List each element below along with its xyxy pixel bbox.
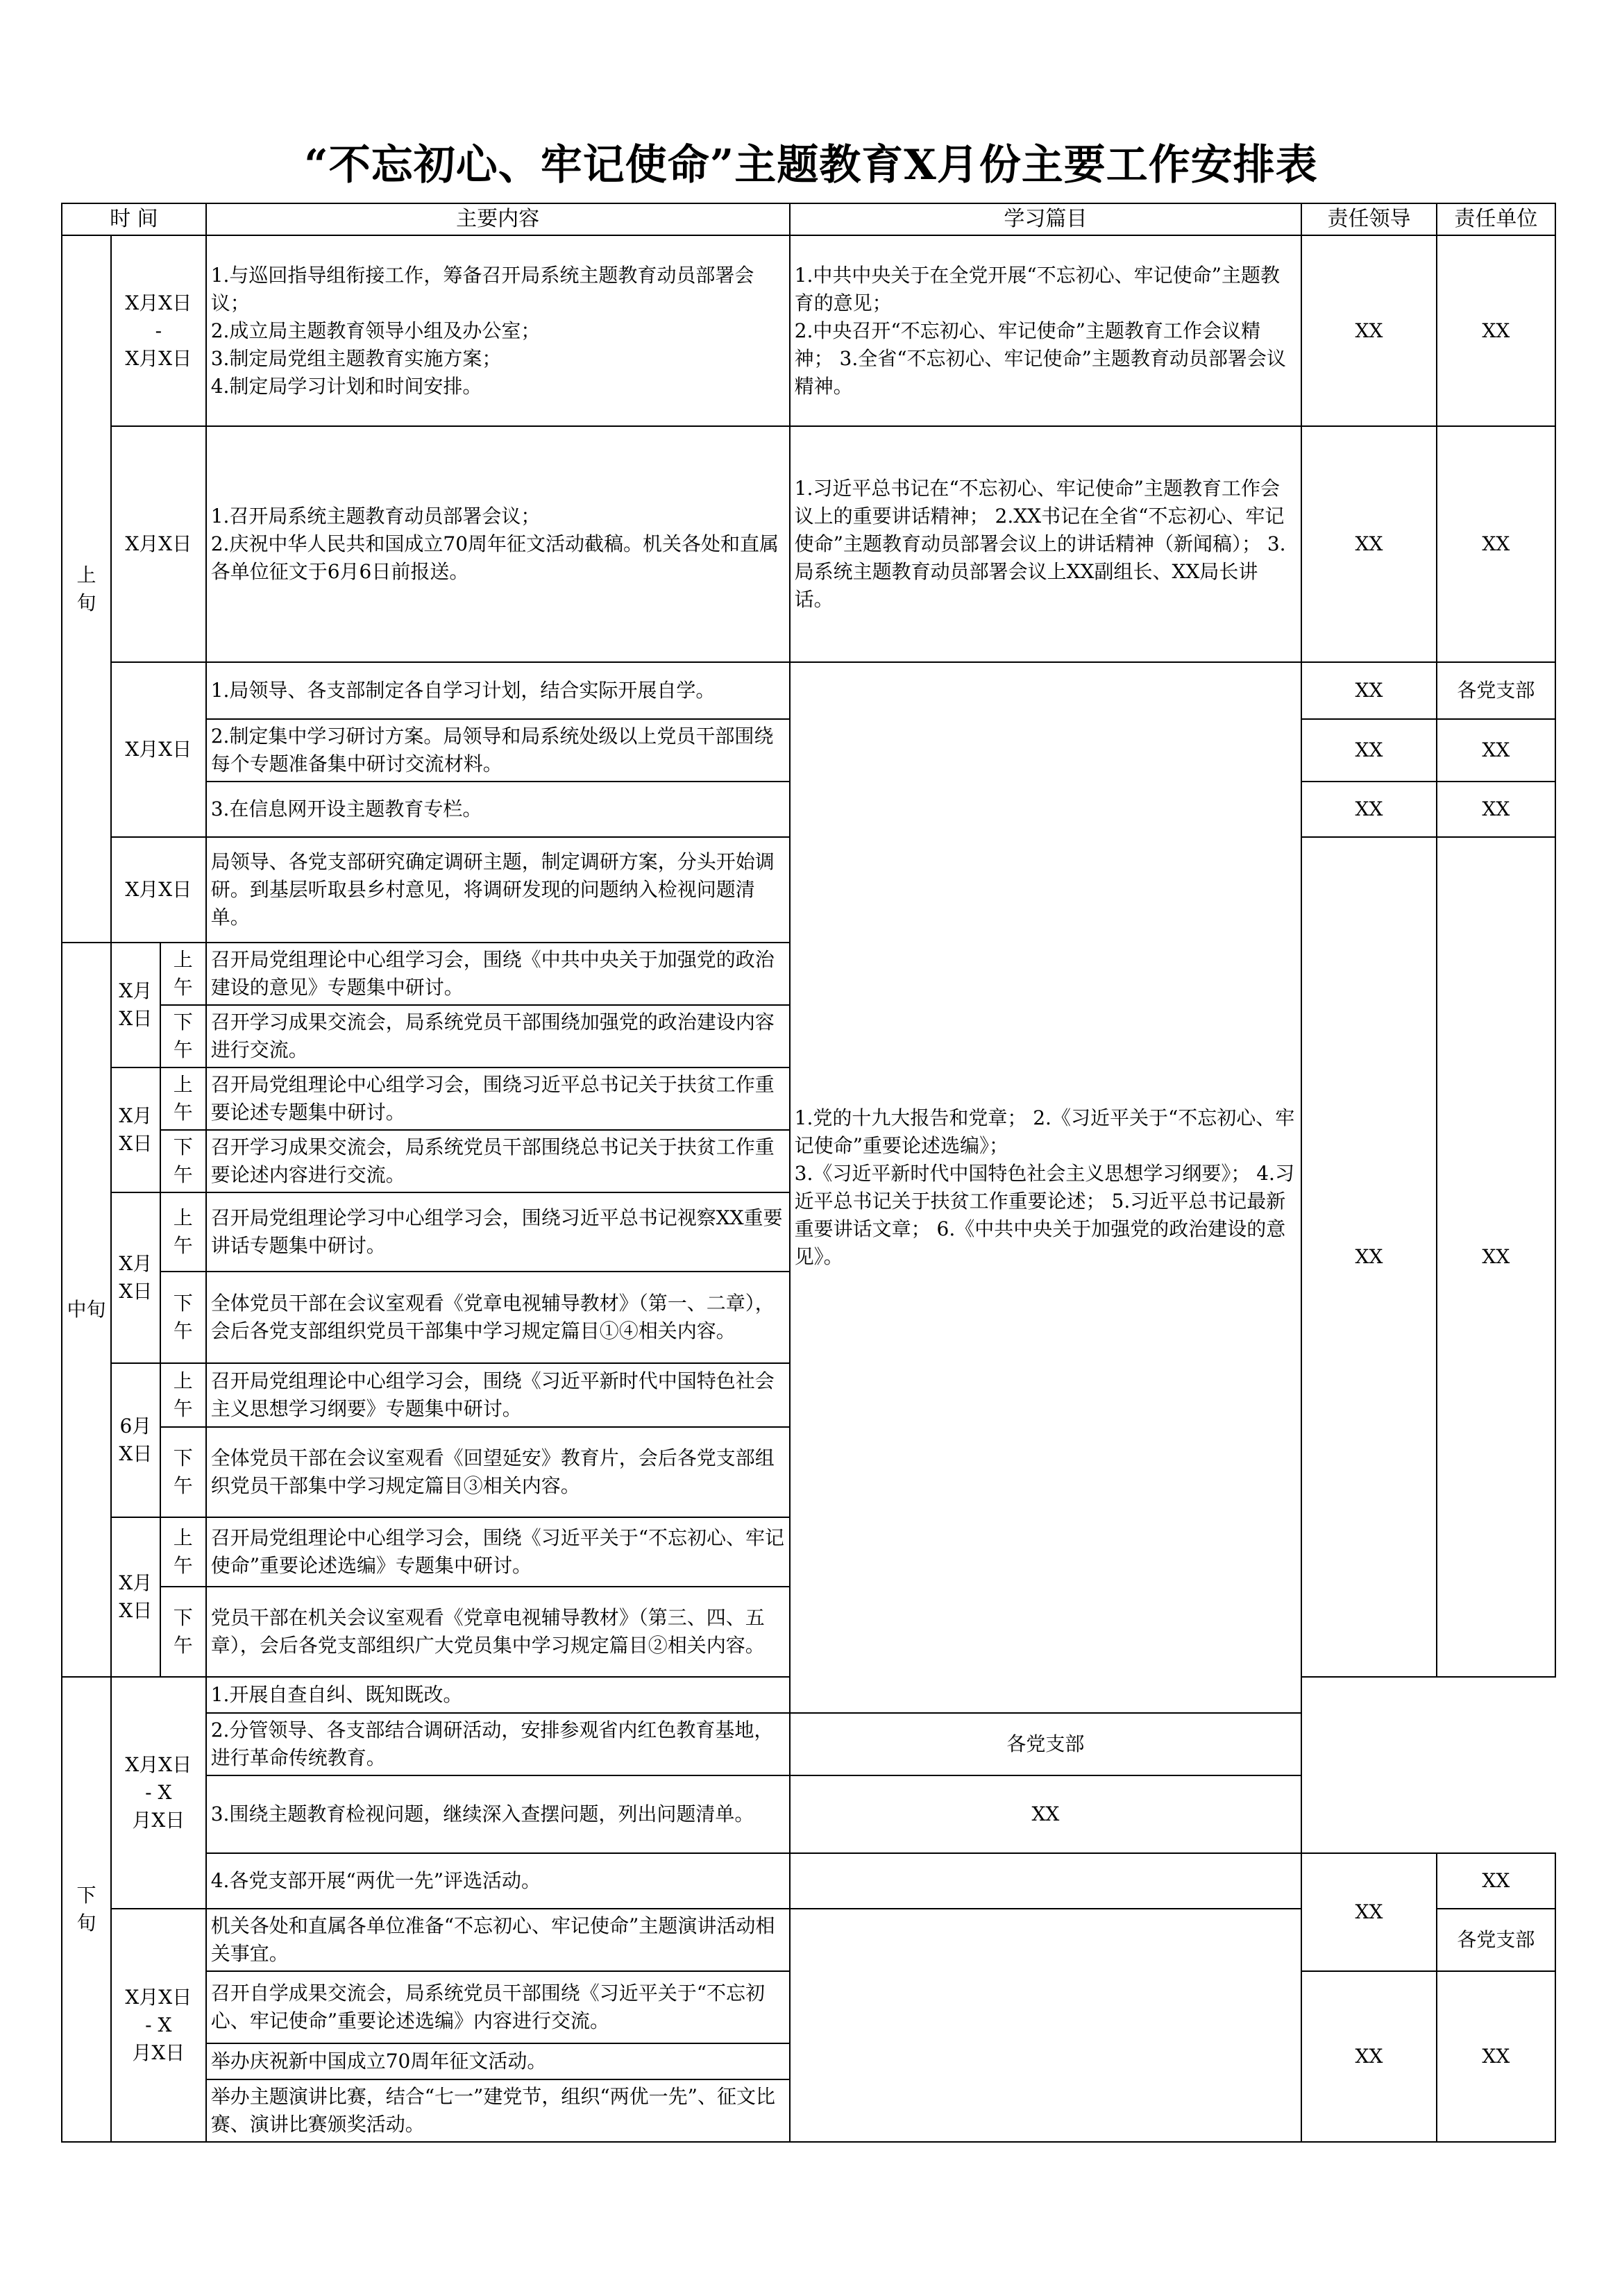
header-content: 主要内容 xyxy=(206,203,790,235)
schedule-table xyxy=(61,203,1556,2143)
table-row xyxy=(62,1713,1555,1775)
unit-cell: 各党支部 xyxy=(1437,1909,1555,1971)
am-label: 上 午 xyxy=(160,1517,206,1587)
date-cell: 6月 X日 xyxy=(111,1363,160,1517)
content-cell: 1.与巡回指导组衔接工作，筹备召开局系统主题教育动员部署会议； 2.成立局主题教育领导小组及办公室； 3.制定局党组主题教育实施方案； 4.制定局学习计划和时间安排。 xyxy=(206,235,790,426)
leader-cell: XX xyxy=(1301,1971,1437,2142)
content-cell: 2.制定集中学习研讨方案。局领导和局系统处级以上党员干部围绕每个专题准备集中研讨交流材料。 xyxy=(206,719,790,782)
unit-cell: XX xyxy=(1437,719,1555,782)
pm-label: 下 午 xyxy=(160,1272,206,1363)
content-cell: 全体党员干部在会议室观看《回望延安》教育片，会后各党支部组织党员干部集中学习规定篇目③相关内容。 xyxy=(206,1427,790,1517)
date-cell: X月 X日 xyxy=(111,943,160,1067)
am-label: 上 午 xyxy=(160,1192,206,1272)
period-mid: 中旬 xyxy=(62,943,111,1677)
content-cell: 机关各处和直属各单位准备“不忘初心、牢记使命”主题演讲活动相关事宜。 xyxy=(206,1909,790,1971)
content-cell: 召开局党组理论中心组学习会，围绕《中共中央关于加强党的政治建设的意见》专题集中研讨。 xyxy=(206,943,790,1005)
page-title: “不忘初心、牢记使命”主题教育X月份主要工作安排表 xyxy=(304,141,1318,189)
unit-cell: XX xyxy=(1437,1853,1555,1909)
content-cell: 召开学习成果交流会，局系统党员干部围绕总书记关于扶贫工作重要论述内容进行交流。 xyxy=(206,1130,790,1192)
content-cell: 4.各党支部开展“两优一先”评选活动。 xyxy=(206,1853,790,1909)
leader-cell: XX xyxy=(1301,426,1437,662)
pm-label: 下 午 xyxy=(160,1427,206,1517)
leader-cell: XX xyxy=(1301,662,1437,719)
unit-cell: 各党支部 xyxy=(1437,662,1555,719)
study-cell: 1.中共中央关于在全党开展“不忘初心、牢记使命”主题教育的意见； 2.中央召开“不忘初心、牢记使命”主题教育工作会议精神； 3.全省“不忘初心、牢记使命”主题教育动员部署会议精神。 xyxy=(790,235,1302,426)
date-cell: X月X日 xyxy=(111,426,206,662)
pm-label: 下 午 xyxy=(160,1005,206,1067)
content-cell: 3.围绕主题教育检视问题，继续深入查摆问题，列出问题清单。 xyxy=(206,1775,790,1853)
leader-cell-shared: XX xyxy=(1301,837,1437,1677)
unit-cell-shared: XX xyxy=(1437,837,1555,1677)
date-cell: X月X日 xyxy=(111,837,206,943)
unit-cell: XX xyxy=(790,1775,1302,1853)
content-cell: 党员干部在机关会议室观看《党章电视辅导教材》（第三、四、五章），会后各党支部组织广大党员集中学习规定篇目②相关内容。 xyxy=(206,1587,790,1677)
leader-cell: XX xyxy=(1301,719,1437,782)
unit-cell: XX xyxy=(1437,1971,1555,2142)
content-cell: 全体党员干部在会议室观看《党章电视辅导教材》（第一、二章），会后各党支部组织党员干部集中学习规定篇目①④相关内容。 xyxy=(206,1272,790,1363)
content-cell: 召开局党组理论中心组学习会，围绕《习近平新时代中国特色社会主义思想学习纲要》专题集中研讨。 xyxy=(206,1363,790,1427)
am-label: 上 午 xyxy=(160,943,206,1005)
date-cell: X月 X日 xyxy=(111,1067,160,1192)
header-time: 时 间 xyxy=(62,203,206,235)
unit-cell: 各党支部 xyxy=(790,1713,1302,1775)
content-cell: 3.在信息网开设主题教育专栏。 xyxy=(206,782,790,837)
leader-cell: XX xyxy=(1301,1853,1437,1971)
unit-cell: XX xyxy=(1437,426,1555,662)
date-cell: X月X日 - X月X日 xyxy=(111,235,206,426)
study-cell xyxy=(790,1909,1302,2142)
unit-cell: XX xyxy=(1437,235,1555,426)
header-leader: 责任领导 xyxy=(1301,203,1437,235)
date-cell: X月 X日 xyxy=(111,1517,160,1677)
pm-label: 下 午 xyxy=(160,1587,206,1677)
header-study: 学习篇目 xyxy=(790,203,1302,235)
pm-label: 下 午 xyxy=(160,1130,206,1192)
study-cell xyxy=(790,1853,1302,1909)
table-row xyxy=(62,1853,1555,1909)
content-cell: 1.开展自查自纠、既知既改。 xyxy=(206,1677,790,1713)
leader-cell: XX xyxy=(1301,782,1437,837)
header-unit: 责任单位 xyxy=(1437,203,1555,235)
content-cell: 举办主题演讲比赛，结合“七一”建党节，组织“两优一先”、征文比赛、演讲比赛颁奖活动。 xyxy=(206,2079,790,2142)
content-cell: 召开局党组理论学习中心组学习会，围绕习近平总书记视察XX重要讲话专题集中研讨。 xyxy=(206,1192,790,1272)
study-cell-shared: 1.党的十九大报告和党章； 2.《习近平关于“不忘初心、牢记使命”重要论述选编》； 3.《习近平新时代中国特色社会主义思想学习纲要》； 4.习近平总书记关于扶贫工作重要论述； 5.习近平总书记最新重要讲话文章； 6.《中共中央关于加强党的政治建设的意见》。 xyxy=(790,662,1302,1713)
date-cell: X月X日 xyxy=(111,662,206,837)
content-cell: 召开学习成果交流会，局系统党员干部围绕加强党的政治建设内容进行交流。 xyxy=(206,1005,790,1067)
content-cell: 1.局领导、各支部制定各自学习计划，结合实际开展自学。 xyxy=(206,662,790,719)
date-cell: X月 X日 xyxy=(111,1192,160,1363)
study-cell: 1.习近平总书记在“不忘初心、牢记使命”主题教育工作会议上的重要讲话精神； 2.XX书记在全省“不忘初心、牢记使命”主题教育动员部署会议上的讲话精神（新闻稿）； 3.局系统主题教育动员部署会议上XX副组长、XX局长讲话。 xyxy=(790,426,1302,662)
table-row xyxy=(62,235,1555,426)
content-cell: 召开自学成果交流会，局系统党员干部围绕《习近平关于“不忘初心、牢记使命”重要论述选编》内容进行交流。 xyxy=(206,1971,790,2043)
table-row xyxy=(62,426,1555,662)
content-cell: 2.分管领导、各支部结合调研活动，安排参观省内红色教育基地，进行革命传统教育。 xyxy=(206,1713,790,1775)
date-cell: X月X日 - X 月X日 xyxy=(111,1677,206,1909)
date-cell: X月X日 - X 月X日 xyxy=(111,1909,206,2142)
am-label: 上 午 xyxy=(160,1067,206,1130)
unit-cell: XX xyxy=(1437,782,1555,837)
content-cell: 召开局党组理论中心组学习会，围绕《习近平关于“不忘初心、牢记使命”重要论述选编》专题集中研讨。 xyxy=(206,1517,790,1587)
content-cell: 召开局党组理论中心组学习会，围绕习近平总书记关于扶贫工作重要论述专题集中研讨。 xyxy=(206,1067,790,1130)
period-late: 下 旬 xyxy=(62,1677,111,2142)
am-label: 上 午 xyxy=(160,1363,206,1427)
content-cell: 局领导、各党支部研究确定调研主题，制定调研方案，分头开始调研。到基层听取县乡村意见，将调研发现的问题纳入检视问题清单。 xyxy=(206,837,790,943)
content-cell: 举办庆祝新中国成立70周年征文活动。 xyxy=(206,2043,790,2079)
leader-cell: XX xyxy=(1301,235,1437,426)
period-early: 上 旬 xyxy=(62,235,111,943)
table-row xyxy=(62,1775,1555,1853)
table-header-row xyxy=(62,203,1555,235)
content-cell: 1.召开局系统主题教育动员部署会议； 2.庆祝中华人民共和国成立70周年征文活动截稿。机关各处和直属各单位征文于6月6日前报送。 xyxy=(206,426,790,662)
table-row xyxy=(62,662,1555,719)
